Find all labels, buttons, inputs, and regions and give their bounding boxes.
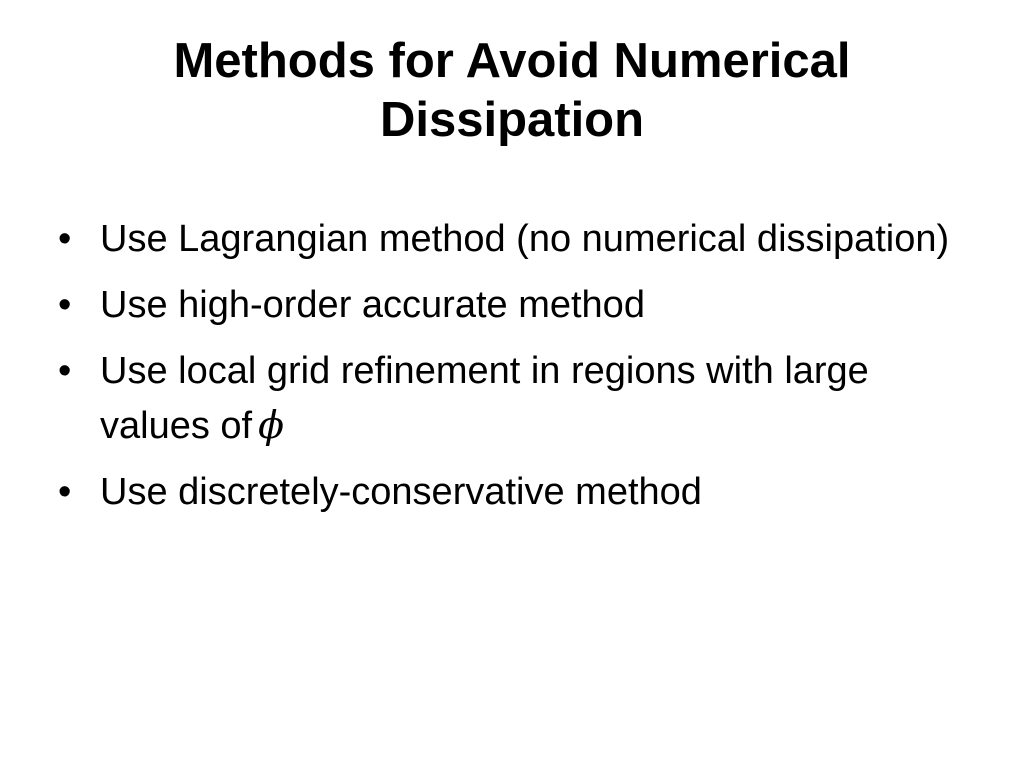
bullet-text: Use discretely-conservative method — [100, 471, 702, 513]
bullet-text: Use Lagrangian method (no numerical dissipation) — [100, 218, 950, 260]
slide-title — [0, 32, 1024, 150]
bullet-item-grid-refinement — [58, 344, 958, 453]
bullet-item-lagrangian — [58, 212, 958, 266]
slide-title-line-1: Methods for Avoid Numerical — [173, 34, 851, 88]
bullet-item-high-order — [58, 278, 958, 332]
bullet-mark: • — [58, 471, 72, 513]
bullet-list — [58, 212, 958, 531]
bullet-text: Use high-order accurate method — [100, 284, 645, 326]
bullet-item-conservative — [58, 465, 958, 519]
bullet-mark: • — [58, 350, 72, 392]
bullet-mark: • — [58, 284, 72, 326]
bullet-mark: • — [58, 218, 72, 260]
phi-symbol: ϕ — [258, 403, 284, 447]
slide-title-line-2: Dissipation — [379, 93, 645, 147]
bullet-text: Use local grid refinement in regions with large values of — [100, 350, 869, 447]
